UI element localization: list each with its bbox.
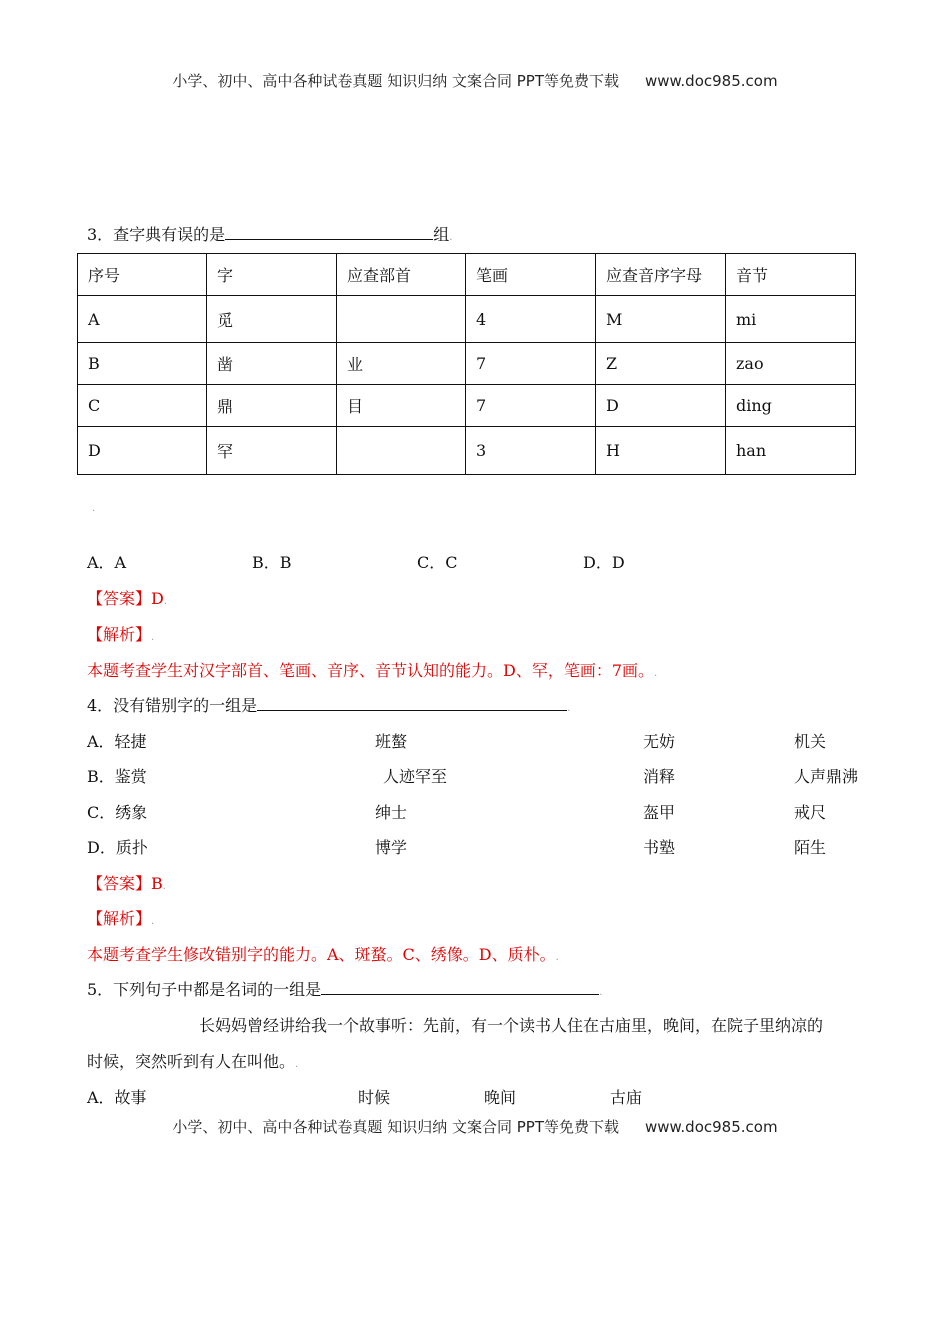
q5-option-a-label[interactable]: A．故事 — [87, 1088, 147, 1107]
q4-analysis: 本题考查学生修改错别字的能力。A、斑蝥。C、绣像。D、质朴。. — [87, 945, 559, 964]
q4-option-d-word: 书塾 — [643, 838, 676, 857]
q3-option-a[interactable]: A．A — [87, 553, 127, 572]
q3-option-c[interactable]: C．C — [417, 553, 458, 572]
q3-prompt-suffix: 组 — [433, 225, 450, 244]
table-cell: Z — [596, 343, 726, 385]
q4-answer: 【答案】B. — [87, 874, 166, 893]
q5-passage-line1: 长妈妈曾经讲给我一个故事听：先前，有一个读书人住在古庙里，晚间，在院子里纳凉的 — [199, 1016, 824, 1035]
q4-analysis-label: 【解析】. — [87, 909, 155, 928]
q4-option-d-word: 博学 — [375, 838, 408, 857]
table-cell: 凿 — [207, 343, 337, 385]
table-header-cell: 应查部首 — [337, 254, 466, 296]
q5-option-a-word: 时候 — [358, 1088, 391, 1107]
q4-option-b-word: 消释 — [643, 767, 676, 786]
q4-answer-blank — [257, 694, 567, 711]
table-cell: zao — [726, 343, 856, 385]
table-cell: ding — [726, 385, 856, 427]
q4-prompt-text: 4．没有错别字的一组是 — [87, 696, 258, 715]
table-cell — [337, 296, 466, 343]
q3-answer: 【答案】D. — [87, 589, 168, 608]
table-cell: 7 — [466, 385, 596, 427]
q4-option-a-label[interactable]: A．轻捷 — [87, 732, 147, 751]
table-header-cell: 序号 — [78, 254, 207, 296]
q4-answer-text: 【答案】B — [87, 874, 163, 893]
table-row — [78, 385, 856, 427]
table-cell: 目 — [337, 385, 466, 427]
table-row — [78, 427, 856, 475]
table-header-cell: 字 — [207, 254, 337, 296]
q4-option-c-word: 绅士 — [375, 803, 408, 822]
table-cell: 业 — [337, 343, 466, 385]
table-cell: C — [78, 385, 207, 427]
q5-answer-blank — [321, 978, 599, 995]
q3-dictionary-table — [77, 253, 856, 475]
table-cell: M — [596, 296, 726, 343]
table-cell: D — [596, 385, 726, 427]
table-cell — [337, 427, 466, 475]
q3-prompt: 3．查字典有误的是 组. — [87, 225, 453, 244]
q5-option-a-word: 晚间 — [484, 1088, 517, 1107]
q4-option-a-word: 无妨 — [643, 732, 676, 751]
q4-option-d-word: 陌生 — [794, 838, 827, 857]
table-row — [78, 296, 856, 343]
q4-option-b-word: 人声鼎沸 — [794, 767, 859, 786]
q5-option-a-word: 古庙 — [610, 1088, 643, 1107]
table-cell: 7 — [466, 343, 596, 385]
q3-analysis: 本题考查学生对汉字部首、笔画、音序、音节认知的能力。D、罕，笔画：7画。. — [87, 661, 658, 680]
q4-option-a-word: 机关 — [794, 732, 827, 751]
q4-option-b-word: 人迹罕至 — [383, 767, 448, 786]
q4-analysis-text: 本题考查学生修改错别字的能力。A、斑蝥。C、绣像。D、质朴。 — [87, 945, 556, 964]
q5-prompt: 5．下列句子中都是名词的一组是 . — [87, 980, 603, 999]
page-footer — [0, 1116, 950, 1137]
q4-option-b-label[interactable]: B．鉴赏 — [87, 767, 147, 786]
q3-option-b[interactable]: B．B — [252, 553, 292, 572]
q4-analysis-label-text: 【解析】 — [87, 909, 152, 928]
table-cell: B — [78, 343, 207, 385]
q3-prompt-text: 3．查字典有误的是 — [87, 225, 226, 244]
footer-text: 小学、初中、高中各种试卷真题 知识归纳 文案合同 PPT等免费下载 — [172, 1118, 619, 1136]
table-cell: 鼎 — [207, 385, 337, 427]
q4-prompt: 4．没有错别字的一组是 . — [87, 696, 571, 715]
table-header-cell: 笔画 — [466, 254, 596, 296]
q4-option-c-label[interactable]: C．绣象 — [87, 803, 148, 822]
q3-analysis-text: 本题考查学生对汉字部首、笔画、音序、音节认知的能力。D、罕，笔画：7画。 — [87, 661, 655, 680]
q4-option-c-word: 盔甲 — [643, 803, 676, 822]
table-cell: 罕 — [207, 427, 337, 475]
q3-option-d[interactable]: D．D — [583, 553, 625, 572]
table-cell: 觅 — [207, 296, 337, 343]
table-header-cell: 应查音序字母 — [596, 254, 726, 296]
spacer-mark: . — [92, 503, 96, 514]
table-cell: H — [596, 427, 726, 475]
q5-passage-line2-text: 时候，突然听到有人在叫他。 — [87, 1052, 296, 1071]
table-row — [78, 343, 856, 385]
page-header — [0, 70, 950, 91]
q4-option-d-label[interactable]: D．质扑 — [87, 838, 148, 857]
q3-analysis-label-text: 【解析】 — [87, 625, 152, 644]
q3-analysis-label: 【解析】. — [87, 625, 155, 644]
header-site-link[interactable]: www.doc985.com — [644, 72, 778, 90]
header-text: 小学、初中、高中各种试卷真题 知识归纳 文案合同 PPT等免费下载 — [172, 72, 619, 90]
table-cell: A — [78, 296, 207, 343]
q4-option-a-word: 班螯 — [375, 732, 408, 751]
q3-answer-text: 【答案】D — [87, 589, 164, 608]
q4-option-c-word: 戒尺 — [794, 803, 827, 822]
table-cell: han — [726, 427, 856, 475]
footer-site-link[interactable]: www.doc985.com — [644, 1118, 778, 1136]
table-header-cell: 音节 — [726, 254, 856, 296]
table-cell: D — [78, 427, 207, 475]
q3-answer-blank — [225, 223, 433, 240]
table-cell: 3 — [466, 427, 596, 475]
q5-passage-line2: 时候，突然听到有人在叫他。. — [87, 1052, 299, 1071]
table-cell: mi — [726, 296, 856, 343]
q5-prompt-text: 5．下列句子中都是名词的一组是 — [87, 980, 322, 999]
table-header-row — [78, 254, 856, 296]
table-cell: 4 — [466, 296, 596, 343]
